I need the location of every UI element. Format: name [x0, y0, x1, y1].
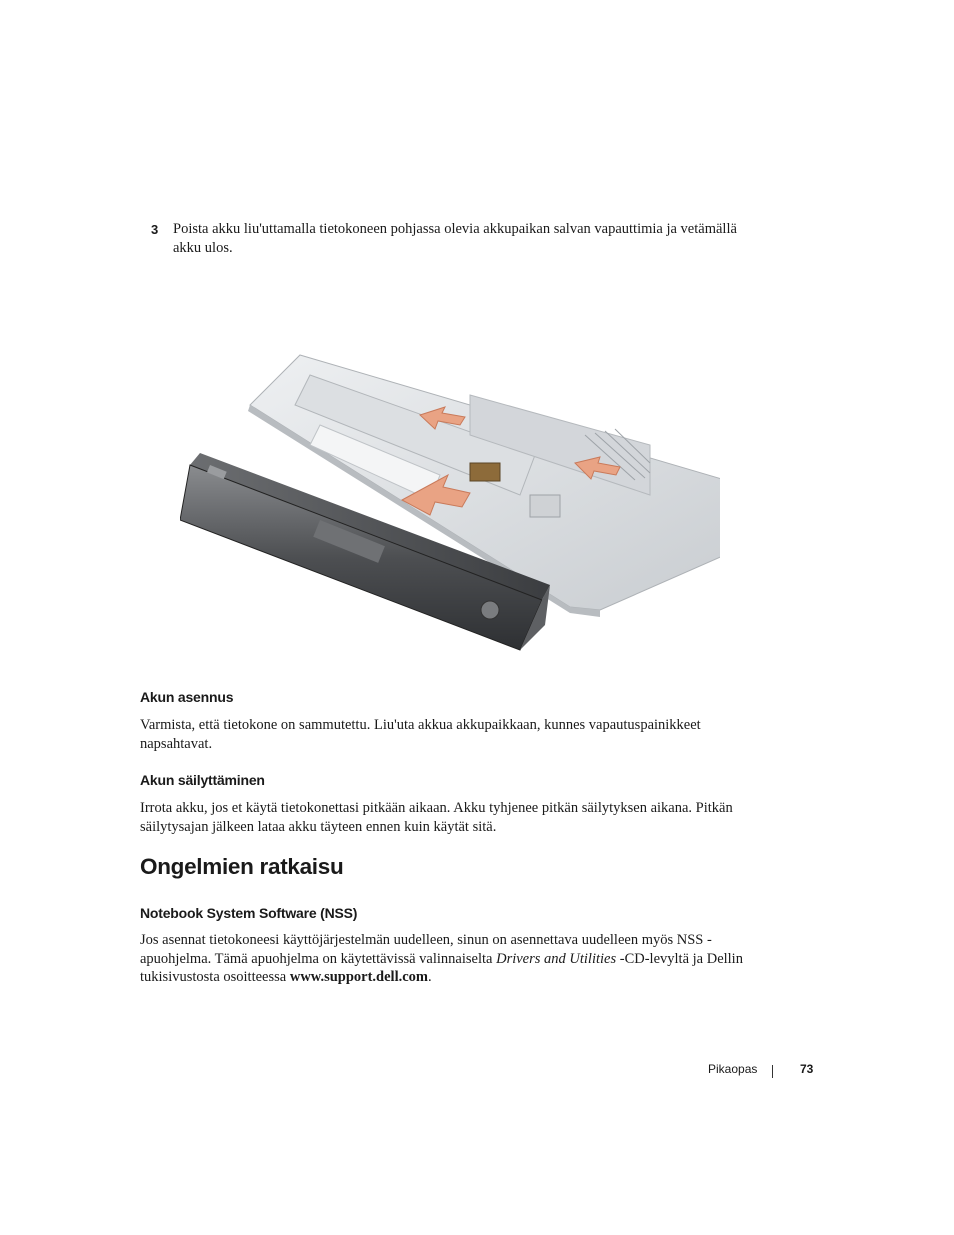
step-number: 3	[151, 222, 159, 237]
nss-body	[140, 931, 765, 987]
footer-separator	[772, 1065, 773, 1078]
nss-text-3: .	[428, 969, 432, 985]
nss-heading: Notebook System Software (NSS)	[140, 905, 358, 921]
battery-removal-illustration	[180, 345, 720, 665]
install-body: Varmista, että tietokone on sammutettu. Liu'uta akkua akkupaikkaan, kunnes vapautuspainikkeet napsahtavat.	[140, 717, 701, 752]
nss-text-2: -CD-levyltä ja Dellin tukisivustosta osoitteessa	[140, 950, 743, 985]
troubleshooting-heading: Ongelmien ratkaisu	[140, 854, 344, 879]
storage-body: Irrota akku, jos et käytä tietokonettasi pitkään aikaan. Akku tyhjenee pitkän säilytyksen aikana. Pitkän säilytysajan jälkeen lataa akku täyteen ennen kuin käytät sitä.	[140, 800, 733, 835]
step-text: Poista akku liu'uttamalla tietokoneen pohjassa olevia akkupaikan salvan vapauttimia ja vetämällä akku ulos.	[173, 221, 737, 256]
nss-text-1: Jos asennat tietokoneesi käyttöjärjestelmän uudelleen, sinun on asennettava uudelleen myös NSS -apuohjelma. Tämä apuohjelma on käytettävissä valinnaiselta	[140, 932, 712, 967]
install-heading: Akun asennus	[140, 689, 234, 705]
footer-title: Pikaopas	[708, 1062, 758, 1076]
storage-heading: Akun säilyttäminen	[140, 772, 265, 788]
cd-name: Drivers and Utilities	[496, 950, 617, 967]
support-url-link[interactable]: www.support.dell.com	[289, 969, 429, 985]
page-number: 73	[800, 1062, 814, 1076]
